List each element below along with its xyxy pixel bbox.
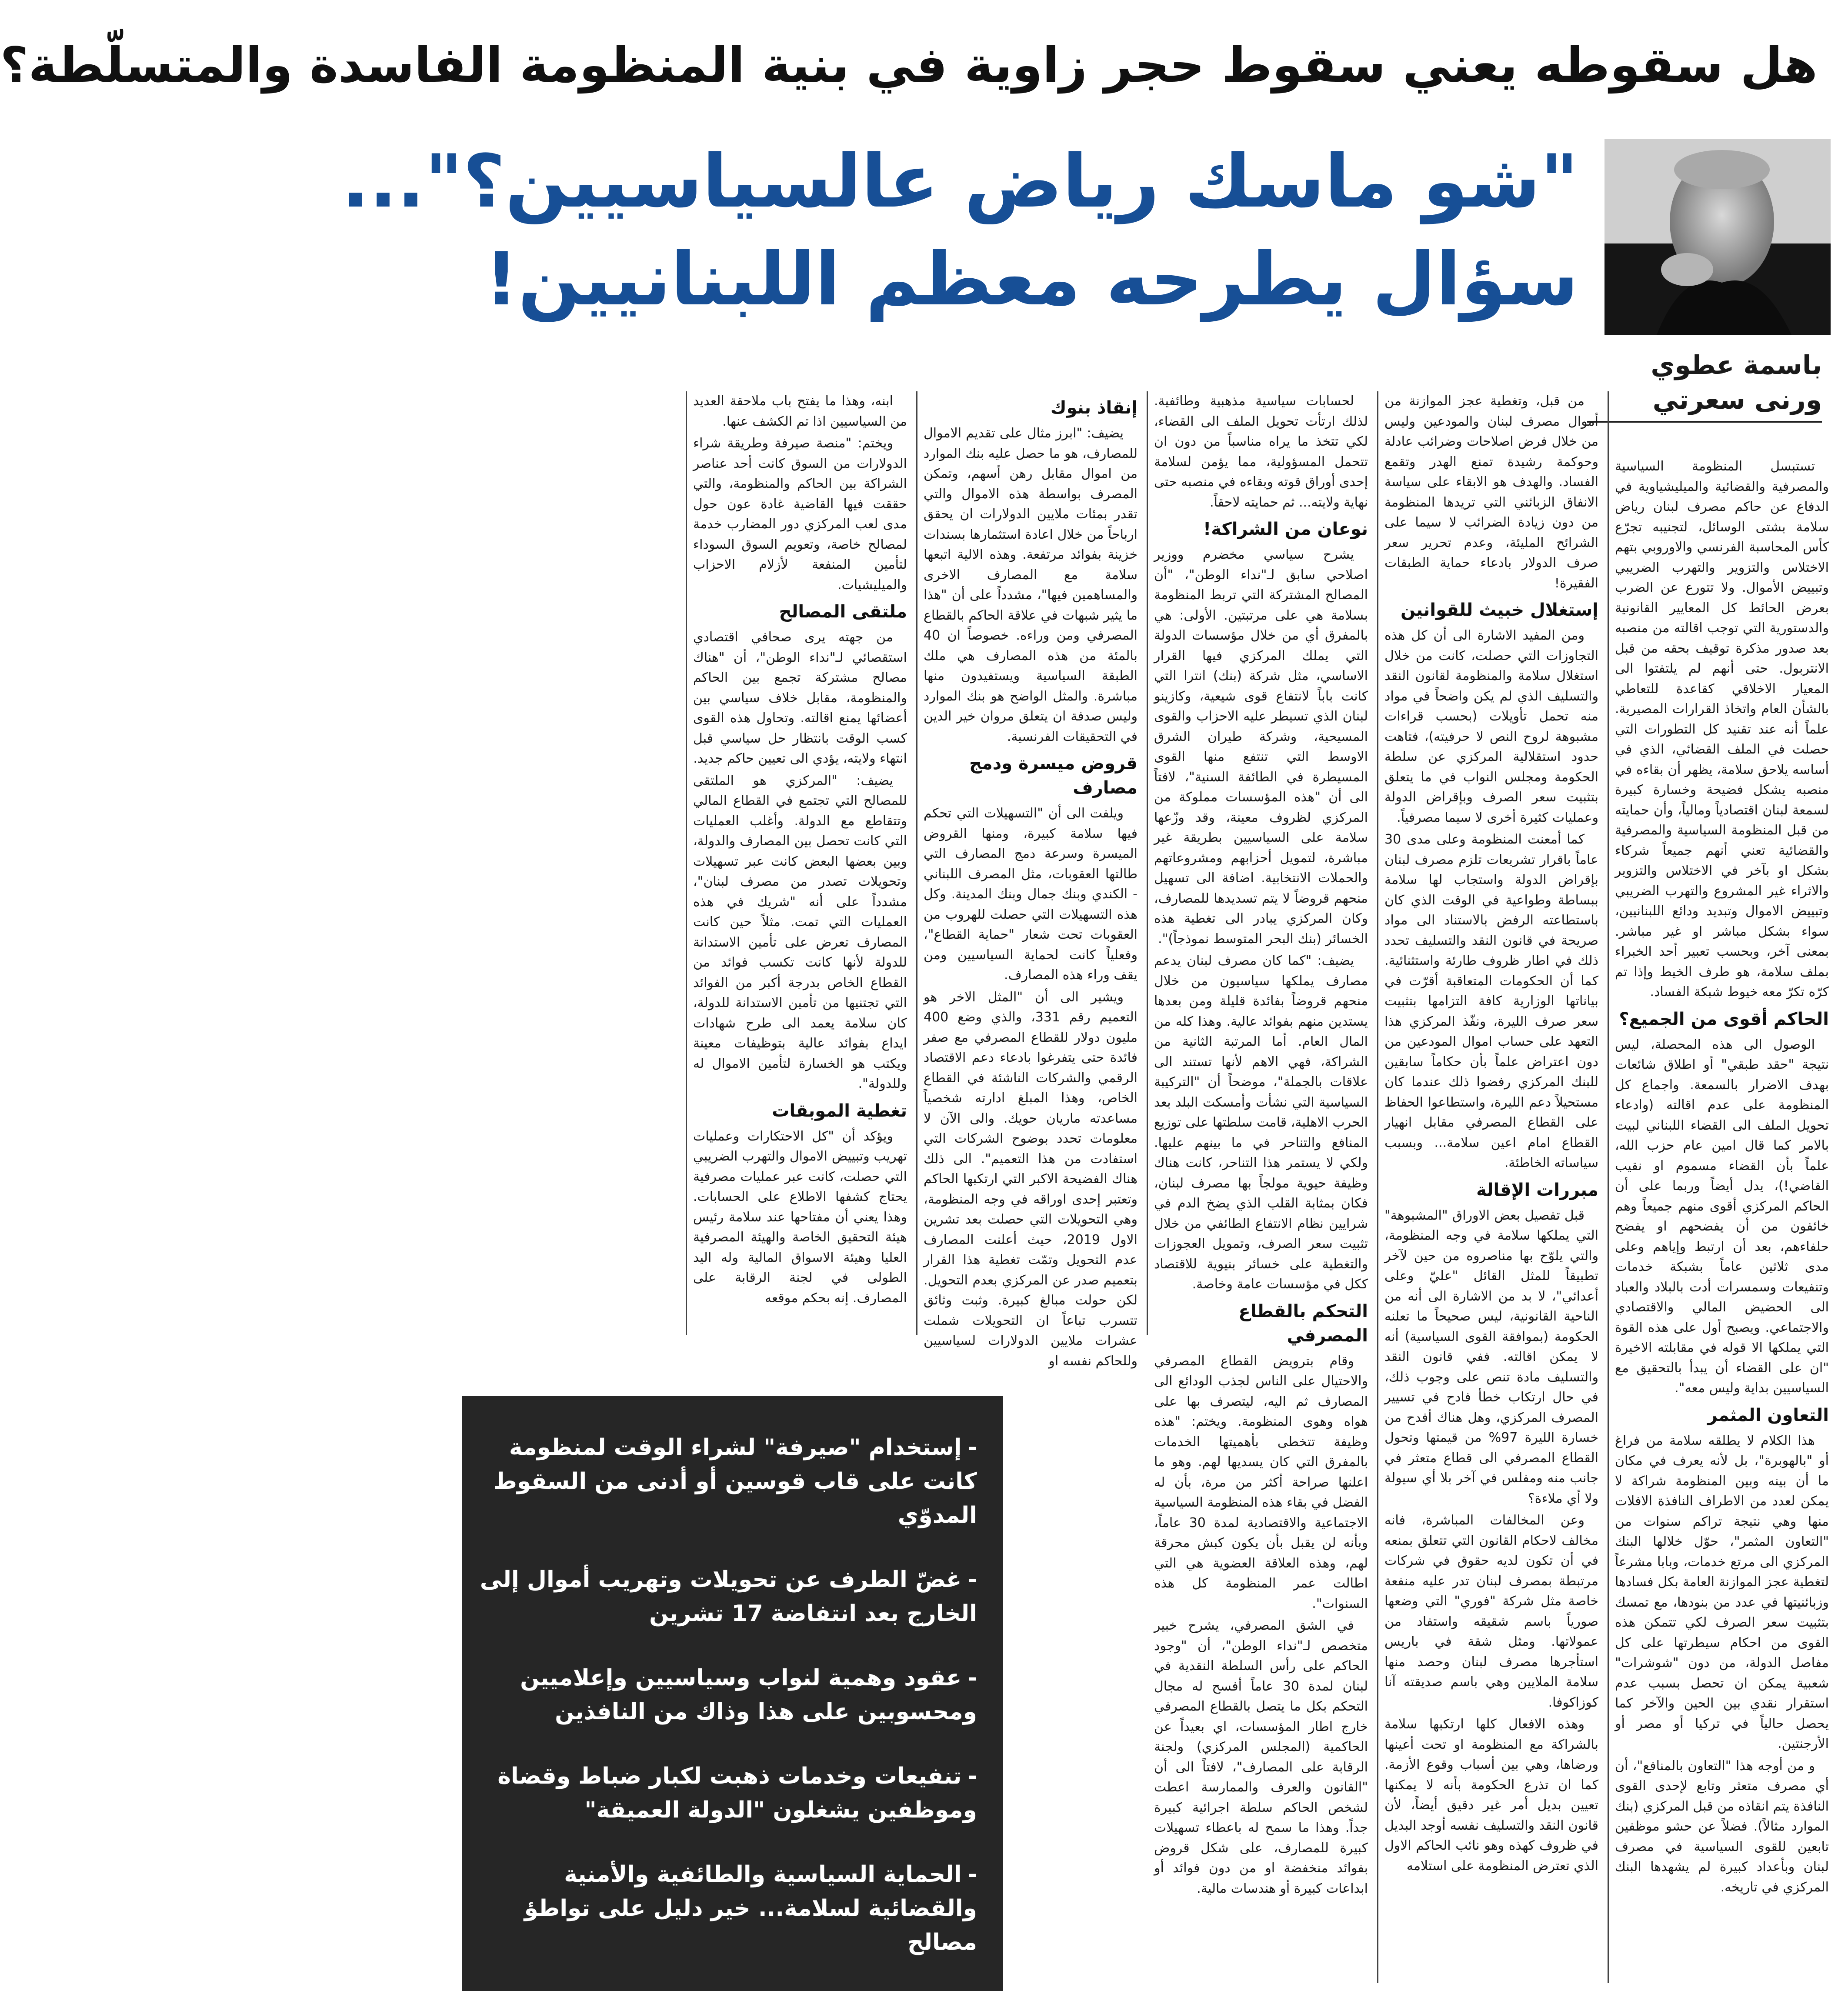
paragraph: ويؤكد أن "كل الاحتكارات وعمليات تهريب وتبييض الاموال والتهرب الضريبي التي حصلت، كانت عبر عمليات مصرفية يحتاج كشفها الاطلاع على الحسابات. وهذا يعني أن مفتاحها عند سلامة رئيس هيئة التحقيق الخاصة والهيئة المصرفية العليا وهيئة الاسواق المالية وله اليد الطولى في لجنة الرقابة على المصارف. إنه بحكم موقعه xyxy=(693,1128,907,1306)
paragraph: في الشق المصرفي، يشرح خبير متخصص لـ"نداء الوطن"، أن "وجود الحاكم على رأس السلطة النقدية في لبنان لمدة 30 عاماً أفسح له مجال التحكم بكل ما يتصل بالقطاع المصرفي خارج اطار المؤسسات، اي بعيداً عن الحاكمية (المجلس المركزي) ولجنة الرقابة على المصارف"، لافتاً الى أن "القانون والعرف والممارسة اعطت لشخص الحاكم سلطة اجرائية كبيرة جداً. وهذا ما سمح له باعطاء تسهيلات كبيرة للمصارف، على شكل قروض بفوائد منخفضة او من دون فوائد أو ابداعات كبيرة أو هندسات مالية. xyxy=(1154,1618,1368,1896)
paragraph: ومن المفيد الاشارة الى أن كل هذه التجاوزات التي حصلت، كانت من خلال استغلال سلامة والمنظومة لقانون النقد والتسليف الذي لم يكن واضحاً في مواد منه تحمل تأويلات (بحسب قراءات مشبوهة لروح النص لا حرفيته)، فتاهت حدود استقلالية المركزي عن سلطة الحكومة ومجلس النواب في ما يتعلق بتثبيت سعر الصرف وبإقراض الدولة وعمليات كثيرة أخرى لا سيما مصرفياً. xyxy=(1384,628,1598,825)
key-point: -إستخدام "صيرفة" لشراء الوقت لمنظومة كانت على قاب قوسين أو أدنى من السقوط المدوّي xyxy=(493,1434,977,1528)
paragraph: وقام بترويض القطاع المصرفي والاحتيال على الناس لجذب الودائع الى المصارف ثم اليه، ليتصرف بها على هواه وهوى المنظومة. ويختم: "هذه وظيفة تتخطى بأهميتها الخدمات بالمفرق التي كان يسديها لهم. وهو ما اعلنها صراحة أكثر من مرة، بأن له الفضل في بقاء هذه المنظومة السياسية الاجتماعية والاقتصادية لمدة 30 عاماً، وبأنه لن يقبل بأن يكون كبش محرقة لهم، وهذه العلاقة العضوية هي التي اطالت عمر المنظومة كل هذه السنوات". xyxy=(1154,1353,1368,1611)
paragraph: من قبل، وتغطية عجز الموازنة من أموال مصرف لبنان والمودعين وليس من خلال فرض اصلاحات وضرائب عادلة وحوكمة رشيدة تمنع الهدر وتقمع الفساد. والهدف هو الابقاء على سياسة الانفاق الزبائني التي تريدها المنظومة من دون زيادة الضرائب لا سيما على الشرائح المليئة، وعدم تحرير سعر صرف الدولار بادعاء حماية الطبقات الفقيرة! xyxy=(1384,394,1598,591)
paragraph: يضيف: "المركزي هو الملتقى للمصالح التي تجتمع في القطاع المالي وتتقاطع مع الدولة. وأغلب العمليات التي كانت تحصل بين المصارف والدولة، وبين بعضها البعض كانت عبر تسهيلات وتحويلات تصدر من مصرف لبنان"، مشدداً على أنه "شريك في هذه العمليات التي تمت. مثلاً حين كانت المصارف تعرض على تأمين الاستدانة للدولة لأنها كانت تكسب فوائد من القطاع الخاص بدرجة أكبر من الفوائد التي تجتنيها من تأمين الاستدانة للدولة، كان سلامة يعمد الى طرح شهادات ايداع بفوائد عالية بتوظيفات معينة ويكتب هو الخسارة لتأمين الاموال له وللدولة". xyxy=(693,773,907,1091)
subheading: إنقاذ بنوك xyxy=(1050,398,1137,418)
sidebar-key-points-box xyxy=(462,1396,1003,1991)
column-1 xyxy=(1609,391,1835,1983)
paragraph: وهذه الافعال كلها ارتكبها سلامة بالشراكة مع المنظومة او تحت أعينها ورضاها، وهي بين أسباب وقوع الأزمة. كما ان تذرع الحكومة بأنه لا يمكنها تعيين بديل أمر غير دقيق أيضاً، لأن قانون النقد والتسليف نفسه أوجد البديل في ظروف كهذه وهو نائب الحاكم الاول الذي تعترض المنظومة على استلامه xyxy=(1384,1717,1598,1874)
subheading: قروض ميسرة ودمج مصارف xyxy=(969,754,1137,798)
subheading: تغطية الموبقات xyxy=(772,1101,907,1121)
portrait-photo xyxy=(1604,139,1831,335)
intro-paragraph: تستبسل المنظومة السياسية والمصرفية والقضائية والميليشياوية في الدفاع عن حاكم مصرف لبنان رياض سلامة بشتى الوسائل، لتجنيبه تجرّع كأس المحاسبة الفرنسي والاوروبي بتهم الاختلاس والتزوير والتهرب الضريبي وتبييض الأموال. ولا تتورع عن الضرب بعرض الحائط كل المعايير القانونية والدستورية التي توجب اقالته من منصبه بعد صدور مذكرة توقيف بحقه من قبل الانتربول. حتى أنهم لم يلتفتوا الى المعيار الاخلاقي كقاعدة للتعاطي بالشأن العام واتخاذ القرارات المصيرية. علماً أنه عند تقنيد كل التطورات التي حصلت في الملف القضائي، الذي في أساسه يلاحق سلامة، يظهر أن بقاءه في منصبه يشكل فضيحة وخسارة كبيرة لسمعة لبنان اقتصادياً ومالياً، وأن حمايته من قبل المنظومة السياسية والمصرفية والقضائية تعني أنهم جميعاً شركاء بشكل او بآخر في الاختلاس والتزوير والاثراء غير المشروع والتهرب الضريبي وتبييض الاموال وتبديد ودائع اللبنانيين، سواء بشكل مباشر او غير مباشر. بمعنى آخر، وبحسب تعبير أحد الخبراء بملف سلامة، هو طرف الخيط وإذا تم كرّه تكرّ معه خيوط شبكة الفساد. xyxy=(1615,459,1829,1000)
headline-line-2: سؤال يطرحه معظم اللبنانيين! xyxy=(484,237,1578,322)
paragraph: كما أمعنت المنظومة وعلى مدى 30 عاماً باقرار تشريعات تلزم مصرف لبنان بإقراض الدولة واستجاب لها سلامة ببساطة وطواعية في الوقت الذي كان باستطاعته الرفض بالاستناد الى مواد صريحة في قانون النقد والتسليف تحدد ذلك في اطار ظروف طارئة واستثنائية. كما أن الحكومات المتعاقبة أقرّت في بياناتها الوزارية كافة التزامها بتثبيت سعر صرف الليرة، ونفّذ المركزي هذا التعهد على حساب اموال المودعين من دون اعتراض علماً بأن حكاماً سابقين للبنك المركزي رفضوا ذلك عندما كان مستحيلاً دعم الليرة، واستطاعوا الحفاظ على القطاع المصرفي مقابل انهيار القطاع امام اعين سلامة... وبسبب سياساته الخاطئة. xyxy=(1384,832,1598,1171)
column-4 xyxy=(917,391,1144,1369)
column-6-continuation xyxy=(475,391,683,1335)
paragraph: لحسابات سياسية مذهبية وطائفية. لذلك ارتأت تحويل الملف الى القضاء، لكي تتخذ ما يراه مناسباً من دون ان تتحمل المسؤولية، مما يؤمن لسلامة إحدى أوراق قوته وبقاءه في منصبه حتى نهاية ولايته... ثم حمايته لاحقاً. xyxy=(1154,394,1368,510)
subheading: نوعان من الشراكة! xyxy=(1203,519,1368,539)
key-point: -تنفيعات وخدمات ذهبت لكبار ضباط وقضاة وموظفين يشغلون "الدولة العميقة" xyxy=(497,1763,977,1823)
key-point: -الحماية السياسية والطائفية والأمنية والقضائية لسلامة... خير دليل على تواطؤ مصالح xyxy=(524,1861,977,1955)
subheading: الحاكم أقوى من الجميع؟ xyxy=(1619,1009,1829,1029)
key-point-text: عقود وهمية لنواب وسياسيين وإعلاميين ومحسوبين على هذا وذاك من النافذين xyxy=(520,1665,977,1725)
paragraph: يشرح سياسي مخضرم ووزير اصلاحي سابق لـ"نداء الوطن"، "أن المصالح المشتركة التي تربط المنظومة بسلامة هي على مرتبتين. الأولى: هي بالمفرق أي من خلال مؤسسات الدولة التي يملك المركزي فيها القرار الاساسي، مثل شركة (بنك) انترا التي كانت باباً لانتفاع قوى شيعية، وكازينو لبنان الذي تسيطر عليه الاحزاب والقوى المسيحية، وشركة طيران الشرق الاوسط التي تنتفع منها القوى المسيطرة في الطائفة السنية"، لافتاً الى أن "هذه المؤسسات مملوكة من المركزي لظروف معينة، وقد وزّعها سلامة على السياسيين بطريقة غير مباشرة، لتمويل أحزابهم ومشروعاتهم والحملات الانتخابية. اضافة الى تسهيل منحهم قروضاً لا يتم تسديدها للمصارف، وكان المركزي يبادر الى تغطية هذه الخسائر (بنك البحر المتوسط نموذجاً)". xyxy=(1154,547,1368,947)
paragraph: ويشير الى أن "المثل الاخر هو التعميم رقم 331، والذي وضع 400 مليون دولار للقطاع المصرفي مع صفر فائدة حتى يتفرغوا بادعاء دعم الاقتصاد الرقمي والشركات الناشئة في القطاع الخاص، وهذا المبلغ ادارته شخصياً مساعدته ماريان حويك. والى الآن لا معلومات تحدد بوضوح الشركات التي استفادت من هذا التعميم". الى ذلك هناك الفضيحة الاكبر التي ارتكبها الحاكم وتعتبر إحدى اوراقه في وجه المنظومة، وهي التحويلات التي حصلت بعد تشرين الاول 2019، حيث أعلنت المصارف عدم التحويل وتمّت تغطية هذا القرار بتعميم صدر عن المركزي بعدم التحويل. لكن حولت مبالغ كبيرة. وثبت وثائق تتسرب تباعاً ان التحويلات شملت عشرات ملايين الدولارات لسياسيين وللحاكم نفسه او xyxy=(924,989,1137,1369)
subheading: ملتقى المصالح xyxy=(779,602,907,622)
paragraph: من جهته يرى صحافي اقتصادي استقصائي لـ"نداء الوطن"، أن "هناك مصالح مشتركة تجمع بين الحاكم والمنظومة، مقابل خلاف سياسي بين أعضائها يمنع اقالته. وتحاول هذه القوى كسب الوقت بانتظار حل سياسي قبل انتهاء ولايته، يؤدي الى تعيين حاكم جديد. xyxy=(693,630,907,766)
subheading: مبررات الإقالة xyxy=(1476,1180,1598,1200)
column-3 xyxy=(1148,391,1374,1983)
headline xyxy=(341,133,1578,328)
portrait-photo-icon xyxy=(1604,139,1831,335)
paragraph: ويختم: "منصة صيرفة وطريقة شراء الدولارات من السوق كانت أحد عناصر الشراكة بين الحاكم والمنظومة، والتي حققت فيها القاضية غادة عون حول مدى لعب المركزي دور المضارب خدمة لمصالح خاصة، وتعويم السوق السوداء لتأمين المنفعة لأزلام الاحزاب والميليشيات. xyxy=(693,436,907,593)
overtitle: هل سقوطه يعني سقوط حجر زاوية في بنية المنظومة الفاسدة والمتسلّطة؟ xyxy=(0,37,1818,93)
subheading: التحكم بالقطاع المصرفي xyxy=(1238,1301,1368,1346)
paragraph: قبل تفصيل بعض الاوراق "المشبوهة" التي يملكها سلامة في وجه المنظومة، والتي يلوّح بها مناصروه من حين لآخر تطبيقاً للمثل القائل "عليّ وعلى أعدائي"، لا بد من الاشارة الى أنه من الناحية القانونية، ليس صحيحاً ما تعلنه الحكومة (بموافقة القوى السياسية) أنه لا يمكن اقالته. ففي قانون النقد والتسليف مادة تنص على وجوب ذلك، في حال ارتكاب خطأ فادح في تسيير المصرف المركزي، وهل هناك أفدح من خسارة الليرة 97% من قيمتها وتحول القطاع المصرفي الى قطاع متعثر في جانب منه ومفلس في آخر بلا أي سيولة ولا أي ملاءة؟ xyxy=(1384,1207,1598,1506)
byline: باسمة عطوي ورنى سعرتي xyxy=(1587,348,1822,423)
subheading: التعاون المثمر xyxy=(1707,1405,1829,1425)
paragraph: ويلفت الى أن "التسهيلات التي تحكم فيها سلامة كبيرة، ومنها القروض الميسرة وسرعة دمج المصارف التي طالتها العقوبات، مثل المصرف اللبناني - الكندي وبنك جمال وبنك المدينة. وكل هذه التسهيلات التي حصلت للهروب من العقوبات تحت شعار "حماية القطاع"، وفعلياً كانت لحماية السياسيين ومن يقف وراء هذه المصارف. xyxy=(924,806,1137,983)
column-5 xyxy=(687,391,913,1335)
paragraph: يضيف: "ابرز مثال على تقديم الاموال للمصارف، هو ما حصل عليه بنك الموارد من اموال مقابل رهن أسهم، وتمكن المصرف بواسطة هذه الاموال والتي تقدر بمئات ملايين الدولارات ان يحقق ارباحاً من خلال اعادة استثمارها بسندات خزينة بفوائد مرتفعة. وهذه الالية اتبعها سلامة مع المصارف الاخرى والمساهمين فيها"، مشدداً على أن "هذا ما يثير شبهات في علاقة الحاكم بالقطاع المصرفي ومن وراءه. خصوصاً ان 40 بالمئة من هذه المصارف هي ملك الطبقة السياسية ويستفيدون منها مباشرة. والمثل الواضح هو بنك الموارد وليس صدفة ان يتعلق مروان خير الدين في التحقيقات الفرنسية. xyxy=(924,426,1137,744)
paragraph: ابنه، وهذا ما يفتح باب ملاحقة العديد من السياسيين اذا تم الكشف عنها. xyxy=(693,394,907,429)
subheading: إستغلال خبيث للقوانين xyxy=(1401,600,1598,620)
key-point-text: تنفيعات وخدمات ذهبت لكبار ضباط وقضاة وموظفين يشغلون "الدولة العميقة" xyxy=(497,1763,977,1823)
key-point-text: إستخدام "صيرفة" لشراء الوقت لمنظومة كانت على قاب قوسين أو أدنى من السقوط المدوّي xyxy=(493,1434,977,1528)
paragraph: يضيف: "كما كان مصرف لبنان يدعم مصارف يملكها سياسيون من خلال منحهم قروضاً بفائدة قليلة ومن بعدها يستدين منهم بفوائد عالية. وهذا كله من المال العام. أما المرتبة الثانية من الشراكة، فهي الاهم لأنها تستند الى علاقات بالجملة"، موضحاً أن "التركيبة السياسية التي نشأت وأمسكت البلد بعد الحرب الاهلية، قامت سلطتها على توزيع المنافع والتناحر في ما بينهم عليها. ولكي لا يستمر هذا التناحر، كانت هناك وظيفة حيوية مولجاً بها مصرف لبنان، فكان بمثابة القلب الذي يضخ الدم في شرايين نظام الانتفاع الطائفي من خلال تثبيت سعر الصرف، وتمويل العجوزات والتغطية على خسائر بنيوية للاقتصاد ككل في مؤسسات عامة وخاصة. xyxy=(1154,953,1368,1292)
paragraph: وعن المخالفات المباشرة، فانه مخالف لاحكام القانون التي تتعلق بمنعه في أن تكون لديه حقوق في شركات مرتبطة بمصرف لبنان تدر عليه منفعة خاصة مثل شركة "فوري" التي وضعها صورياً باسم شقيقه واستفاد من عمولاتها. ومثل شقة في باريس استأجرها مصرف لبنان وحصد منها سلامة الملايين وهي باسم صديقته آنا كوزاكوفا. xyxy=(1384,1513,1598,1710)
column-2 xyxy=(1378,391,1604,1983)
paragraph: هذا الكلام لا يطلقه سلامة من فراغ أو "بالهوبرة"، بل لأنه يعرف في مكان ما أن بينه وبين المنظومة شراكة لا يمكن لعدد من الاطراف النافذة الافلات منها وهي نتيجة تراكم سنوات من "التعاون المثمر"، حوّل خلالها البنك المركزي الى مرتع خدمات، وبابا مشرعاً لتغطية عجز الموازنة العامة بكل فسادها وزبائنيتها في عدد من بنودها، مع تمسك بتثبيت سعر الصرف لكي تتمكن هذه القوى من احكام سيطرتها على كل مفاصل الدولة، من دون "شوشرات" شعبية يمكن ان تحصل بسبب عدم استقرار نقدي بين الحين والآخر كما يحصل حالياً في تركيا أو مصر أو الأرجنتين. xyxy=(1615,1433,1829,1751)
headline-line-1: "شو ماسك رياض عالسياسيين؟"... xyxy=(341,139,1578,224)
paragraph: الوصول الى هذه المحصلة، ليس نتيجة "حقد طبقي" أو اطلاق شائعات بهدف الاضرار بالسمعة. واجماع كل المنظومة على عدم اقالته (وادعاء تحويل الملف الى القضاء اللبناني لبيت بالامر كما قال امين عام حزب الله، علماً بأن القضاء مسموم او نقيب القاضي!)، يدل أيضاً وربما على أن الحاكم المركزي أقوى منهم جميعاً وهم خائفون من أن يفضحهم او يفضح حلفاءهم، بعد أن ارتبط وإياهم وعلى مدى ثلاثين عاماً بشبكة خدمات وتنفيعات وسمسرات أدت بالبلاد والعباد الى الحضيض المالي والاقتصادي والاجتماعي. ويصبح أول على هذه القوة التي يملكها الا قوله في مقابلته الاخيرة "ان على القضاء أن يبدأ بالتحقيق مع السياسيين بداية وليس معه". xyxy=(1615,1037,1829,1396)
paragraph: و من أوجه هذا "التعاون بالمنافع"، أن أي مصرف متعثر وتابع لإحدى القوى النافذة يتم انقاذه من قبل المركزي (بنك الموارد مثالاً). فضلاً عن حشو موظفين تابعين للقوى السياسية في مصرف لبنان وبأعداد كبيرة لم يشهدها البنك المركزي في تاريخه. xyxy=(1615,1758,1829,1895)
key-point-text: الحماية السياسية والطائفية والأمنية والقضائية لسلامة... خير دليل على تواطؤ مصالح xyxy=(524,1861,977,1955)
key-point-text: غضّ الطرف عن تحويلات وتهريب أموال إلى الخارج بعد انتفاضة 17 تشرين xyxy=(480,1567,977,1627)
key-point: -عقود وهمية لنواب وسياسيين وإعلاميين ومحسوبين على هذا وذاك من النافذين xyxy=(520,1665,977,1725)
key-point: -غضّ الطرف عن تحويلات وتهريب أموال إلى الخارج بعد انتفاضة 17 تشرين xyxy=(480,1567,977,1627)
